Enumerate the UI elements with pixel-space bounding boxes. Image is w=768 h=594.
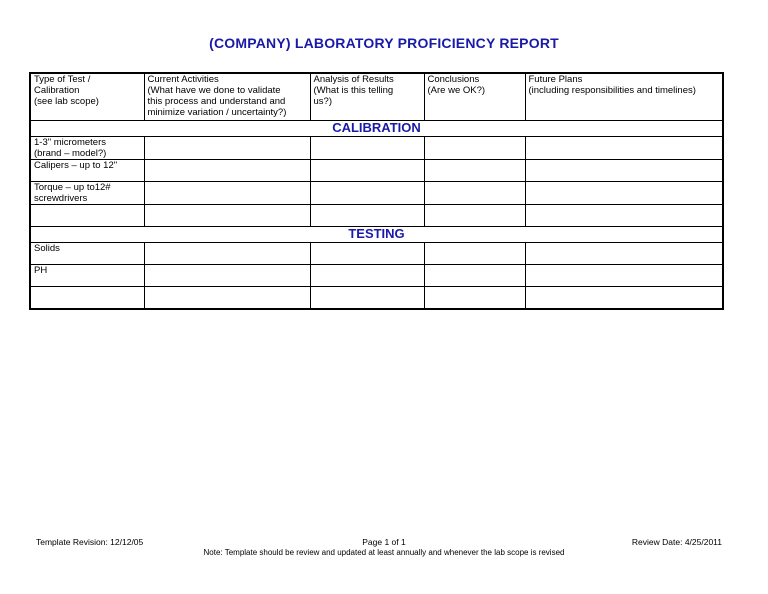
table-cell[interactable] (424, 137, 525, 160)
template-revision: Template Revision: 12/12/05 (36, 537, 144, 547)
table-cell[interactable] (525, 137, 723, 160)
table-cell[interactable] (310, 160, 424, 182)
header-current-activities: Current Activities (What have we done to validate this process and understand and minimize variation / uncertainty?) (144, 73, 310, 121)
table-row (30, 137, 723, 160)
table-row (30, 287, 723, 310)
table-cell[interactable] (424, 205, 525, 227)
header-row (30, 73, 723, 121)
table-cell[interactable] (525, 160, 723, 182)
table-cell[interactable] (310, 205, 424, 227)
testing-section-row (30, 227, 723, 243)
header-conclusions: Conclusions (Are we OK?) (424, 73, 525, 121)
header-type-of-test: Type of Test / Calibration (see lab scope) (30, 73, 144, 121)
row-label-solids: Solids (30, 243, 144, 265)
table-cell[interactable] (310, 243, 424, 265)
calibration-section-label: CALIBRATION (30, 121, 723, 137)
header-future-plans: Future Plans (including responsibilities and timelines) (525, 73, 723, 121)
table-row (30, 205, 723, 227)
table-row (30, 265, 723, 287)
row-label-torque: Torque – up to12# screwdrivers (30, 182, 144, 205)
calibration-section-row (30, 121, 723, 137)
table-cell[interactable] (144, 205, 310, 227)
table-cell[interactable] (144, 287, 310, 310)
row-label-ph: PH (30, 265, 144, 287)
table-cell[interactable] (424, 265, 525, 287)
review-date: Review Date: 4/25/2011 (631, 537, 722, 547)
table-cell[interactable] (30, 205, 144, 227)
row-label-calipers: Calipers – up to 12" (30, 160, 144, 182)
table-cell[interactable] (525, 205, 723, 227)
table-cell[interactable] (424, 182, 525, 205)
table-cell[interactable] (424, 287, 525, 310)
report-title: (COMPANY) LABORATORY PROFICIENCY REPORT (209, 35, 559, 51)
table-cell[interactable] (525, 243, 723, 265)
table-cell[interactable] (144, 265, 310, 287)
table-cell[interactable] (525, 265, 723, 287)
footer-note: Note: Template should be review and updated at least annually and whenever the lab scope is revised (203, 548, 565, 557)
table-cell[interactable] (310, 182, 424, 205)
page-number: Page 1 of 1 (362, 537, 406, 547)
table-row (30, 182, 723, 205)
header-analysis-of-results: Analysis of Results (What is this telling us?) (310, 73, 424, 121)
table-cell[interactable] (144, 182, 310, 205)
table-cell[interactable] (30, 287, 144, 310)
table-cell[interactable] (144, 137, 310, 160)
table-cell[interactable] (144, 160, 310, 182)
table-cell[interactable] (144, 243, 310, 265)
table-cell[interactable] (424, 243, 525, 265)
row-label-micrometers: 1-3" micrometers (brand – model?) (30, 137, 144, 160)
table-cell[interactable] (525, 182, 723, 205)
table-row (30, 243, 723, 265)
table-cell[interactable] (310, 137, 424, 160)
table-cell[interactable] (525, 287, 723, 310)
table-cell[interactable] (310, 265, 424, 287)
table-cell[interactable] (310, 287, 424, 310)
testing-section-label: TESTING (30, 227, 723, 243)
table-row (30, 160, 723, 182)
proficiency-table (29, 72, 724, 310)
table-cell[interactable] (424, 160, 525, 182)
